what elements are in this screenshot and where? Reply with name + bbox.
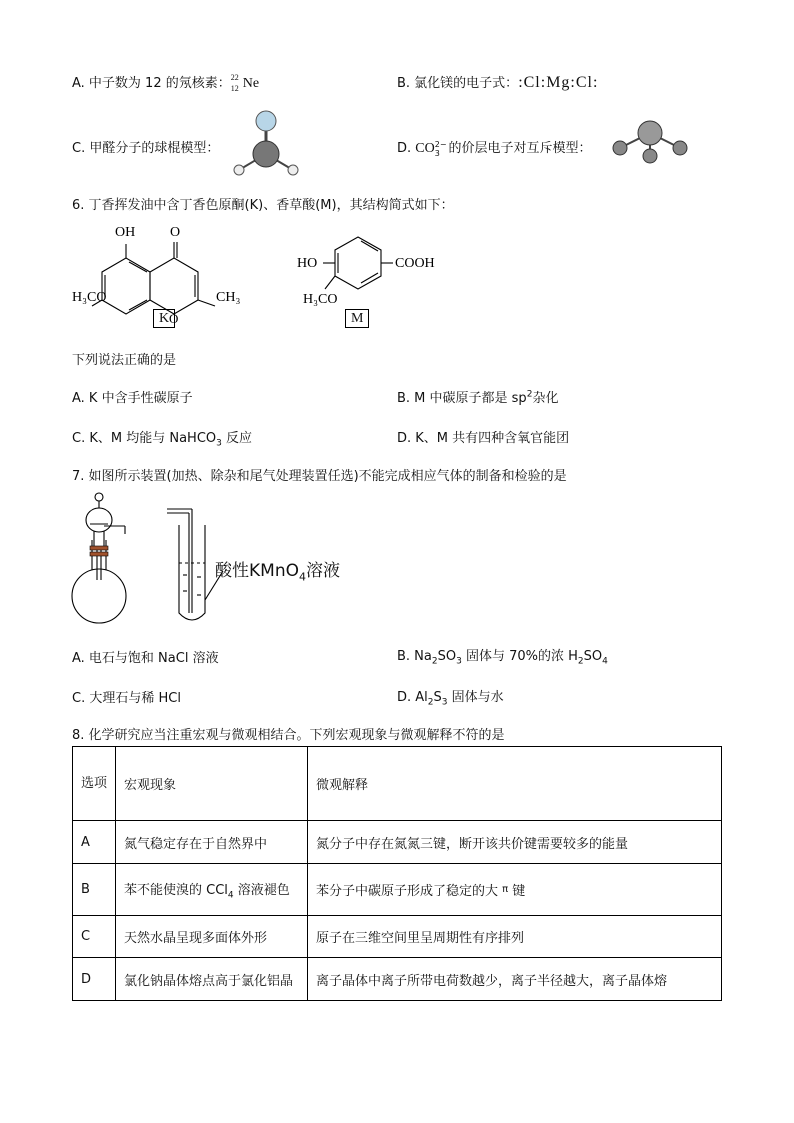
- m-label-box: [345, 311, 369, 327]
- q6-option-d: D. K、M 共有四种含氧官能团: [397, 431, 570, 446]
- q5-option-b: [397, 72, 598, 92]
- row-micro: 离子晶体中离子所带电荷数越少，离子半径越大，离子晶体熔: [308, 958, 722, 1001]
- row-option: A: [73, 821, 116, 864]
- table-row: [73, 821, 722, 864]
- row-option: D: [73, 958, 116, 1001]
- q7-option-a: A. 电石与饱和 NaCl 溶液: [72, 651, 219, 666]
- q5-option-d-letter: D.: [397, 141, 412, 156]
- row-macro: 氯化钠晶体熔点高于氯化铝晶: [116, 958, 308, 1001]
- m-label: M: [345, 309, 369, 328]
- ion-charge-sub: 3: [434, 148, 440, 158]
- row-micro: 原子在三维空间里呈周期性有序排列: [308, 916, 722, 958]
- q7-b-7: SO: [583, 649, 603, 664]
- m-h3co-label: H₃CO: [303, 292, 338, 307]
- q7-option-c: C. 大理石与稀 HCl: [72, 691, 181, 706]
- q7-b-3: SO: [437, 649, 457, 664]
- q8-table: [72, 746, 722, 1001]
- structure-m: [295, 225, 455, 320]
- row-option: B: [73, 864, 116, 916]
- isotope-atomic: 12: [230, 83, 239, 93]
- q7-d-2: 2: [427, 697, 434, 708]
- reagent-label-pre: 酸性KMnO: [215, 561, 299, 581]
- table-row: [73, 958, 722, 1001]
- q7-b-5: 固体与 70%的浓 H: [461, 649, 578, 664]
- header-micro: 微观解释: [308, 747, 722, 821]
- row-macro: [116, 864, 308, 916]
- formaldehyde-ball-stick-model: [226, 108, 306, 180]
- row-macro-sub: 4: [227, 890, 234, 901]
- q6-option-b: [397, 387, 558, 406]
- carbonate-ion: CO: [415, 141, 435, 156]
- q7-d-3: S: [433, 690, 442, 705]
- q6-option-a: A. K 中含手性碳原子: [72, 391, 193, 406]
- k-h3co-label: H₃CO: [72, 290, 107, 305]
- k-oh-label: OH: [115, 225, 136, 240]
- q6-option-b-post: 杂化: [532, 391, 559, 406]
- table-row: [73, 864, 722, 916]
- header-option: 选项: [73, 747, 116, 821]
- q6-question: 下列说法正确的是: [72, 353, 177, 368]
- q5-option-d: [397, 137, 592, 158]
- pi-symbol: π: [502, 884, 509, 895]
- k-o-top-label: O: [170, 225, 181, 240]
- row-macro: 天然水晶呈现多面体外形: [116, 916, 308, 958]
- q6-stem: 6. 丁香挥发油中含丁香色原酮(K)、香草酸(M)，其结构简式如下：: [72, 198, 454, 213]
- m-ho-label: HO: [297, 256, 318, 271]
- row-micro-pre: 苯分子中碳原子形成了稳定的大: [316, 884, 503, 899]
- m-cooh-label: COOH: [395, 256, 435, 271]
- table-row: [73, 916, 722, 958]
- q7-d-5: 固体与水: [447, 690, 504, 705]
- q6-option-c-pre: C. K、M 均能与 NaHCO: [72, 431, 217, 446]
- row-option: C: [73, 916, 116, 958]
- q5-option-d-text: 的价层电子对互斥模型：: [448, 141, 592, 156]
- reagent-label: [215, 556, 340, 583]
- row-micro-post: 键: [508, 884, 526, 899]
- q8-stem: 8. 化学研究应当注重宏观与微观相结合。下列宏观现象与微观解释不符的是: [72, 728, 505, 743]
- q7-b-2: 2: [431, 656, 438, 667]
- isotope-notation: [231, 73, 243, 95]
- reagent-label-post: 溶液: [305, 561, 340, 581]
- q6-option-c-sub: 3: [216, 438, 222, 449]
- electron-formula: :Cl:Mg:Cl:: [518, 74, 599, 91]
- row-micro: 氮分子中存在氮氮三键，断开该共价键需要较多的能量: [308, 821, 722, 864]
- q7-d-1: D. Al: [397, 690, 428, 705]
- q5-option-a: [72, 72, 259, 95]
- q7-b-8: 4: [602, 656, 608, 667]
- q7-b-6: 2: [577, 656, 584, 667]
- q7-d-4: 3: [441, 697, 448, 708]
- k-label: K: [153, 309, 175, 328]
- q6-option-b-pre: B. M 中碳原子都是 sp: [397, 391, 527, 406]
- vsepr-model: [608, 118, 690, 166]
- header-macro: 宏观现象: [116, 747, 308, 821]
- q7-b-4: 3: [456, 656, 462, 667]
- ion-charge: [435, 140, 447, 158]
- q6-option-b-sup: 2: [526, 389, 533, 400]
- k-label-box: [153, 311, 175, 327]
- row-macro: 氮气稳定存在于自然界中: [116, 821, 308, 864]
- q7-option-d: [397, 686, 504, 708]
- row-macro-pre: 苯不能使溴的 CCl: [124, 882, 228, 898]
- q6-option-c: [72, 427, 252, 449]
- q5-option-c: C. 甲醛分子的球棍模型：: [72, 141, 220, 156]
- q7-stem: 7. 如图所示装置(加热、除杂和尾气处理装置任选)不能完成相应气体的制备和检验的是: [72, 469, 567, 484]
- isotope-mass: 22: [230, 72, 239, 82]
- q5-option-a-text: A. 中子数为 12 的氖核素：: [72, 76, 231, 91]
- isotope-symbol: Ne: [242, 76, 260, 91]
- reagent-label-sub: 4: [298, 570, 306, 584]
- ion-charge-sup: 2−: [434, 139, 447, 149]
- k-ch3-label: CH₃: [216, 290, 241, 305]
- row-macro-post: 溶液褪色: [233, 882, 290, 898]
- k-o-ring-label: O: [169, 311, 179, 326]
- q5-option-b-text: B. 氯化镁的电子式：: [397, 76, 519, 91]
- table-header-row: [73, 747, 722, 821]
- q6-option-c-post: 反应: [221, 431, 252, 446]
- q7-option-b: [397, 645, 608, 667]
- row-micro: [308, 864, 722, 916]
- q7-b-1: B. Na: [397, 649, 432, 664]
